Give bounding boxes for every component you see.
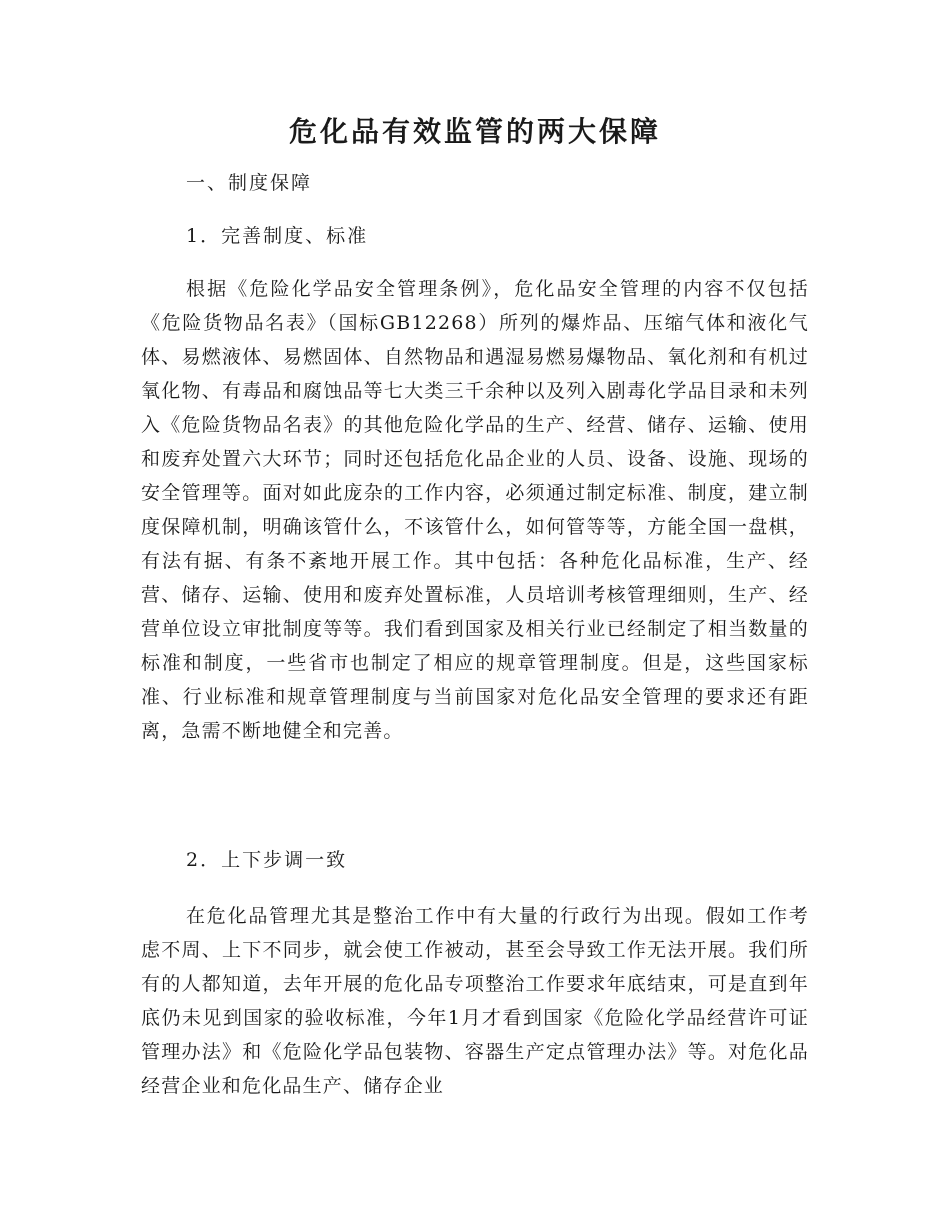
subsection-heading-standards: 1．完善制度、标准	[186, 225, 369, 247]
paragraph-standards: 根据《危险化学品安全管理条例》，危化品安全管理的内容不仅包括《危险货物品名表》（国标GB12268）所列的爆炸品、压缩气体和液化气体、易燃液体、易燃固体、自然物品和遇湿易燃易爆物品、氧化剂和有机过氧化物、有毒品和腐蚀品等七大类三千余种以及列入剧毒化学品目录和未列入《危险货物品名表》的其他危险化学品的生产、经营、储存、运输、使用和废弃处置六大环节；同时还包括危化品企业的人员、设备、设施、现场的安全管理等。面对如此庞杂的工作内容，必须通过制定标准、制度，建立制度保障机制，明确该管什么，不该管什么，如何管等等，方能全国一盘棋，有法有据、有条不紊地开展工作。其中包括：各种危化品标准，生产、经营、储存、运输、使用和废弃处置标准，人员培训考核管理细则，生产、经营单位设立审批制度等等。我们看到国家及相关行业已经制定了相当数量的标准和制度，一些省市也制定了相应的规章管理制度。但是，这些国家标准、行业标准和规章管理制度与当前国家对危化品安全管理的要求还有距离，急需不断地健全和完善。	[141, 278, 809, 742]
section-heading-system-guarantee: 一、制度保障	[186, 172, 313, 194]
subsection-heading-coordination: 2．上下步调一致	[186, 849, 348, 871]
document-title: 危化品有效监管的两大保障	[288, 115, 661, 148]
paragraph-coordination: 在危化品管理尤其是整治工作中有大量的行政行为出现。假如工作考虑不周、上下不同步，就会使工作被动，甚至会导致工作无法开展。我们所有的人都知道，去年开展的危化品专项整治工作要求年底结束，可是直到年底仍未见到国家的验收标准，今年1月才看到国家《危险化学品经营许可证管理办法》和《危险化学品包装物、容器生产定点管理办法》等。对危化品经营企业和危化品生产、储存企业	[141, 905, 809, 1097]
